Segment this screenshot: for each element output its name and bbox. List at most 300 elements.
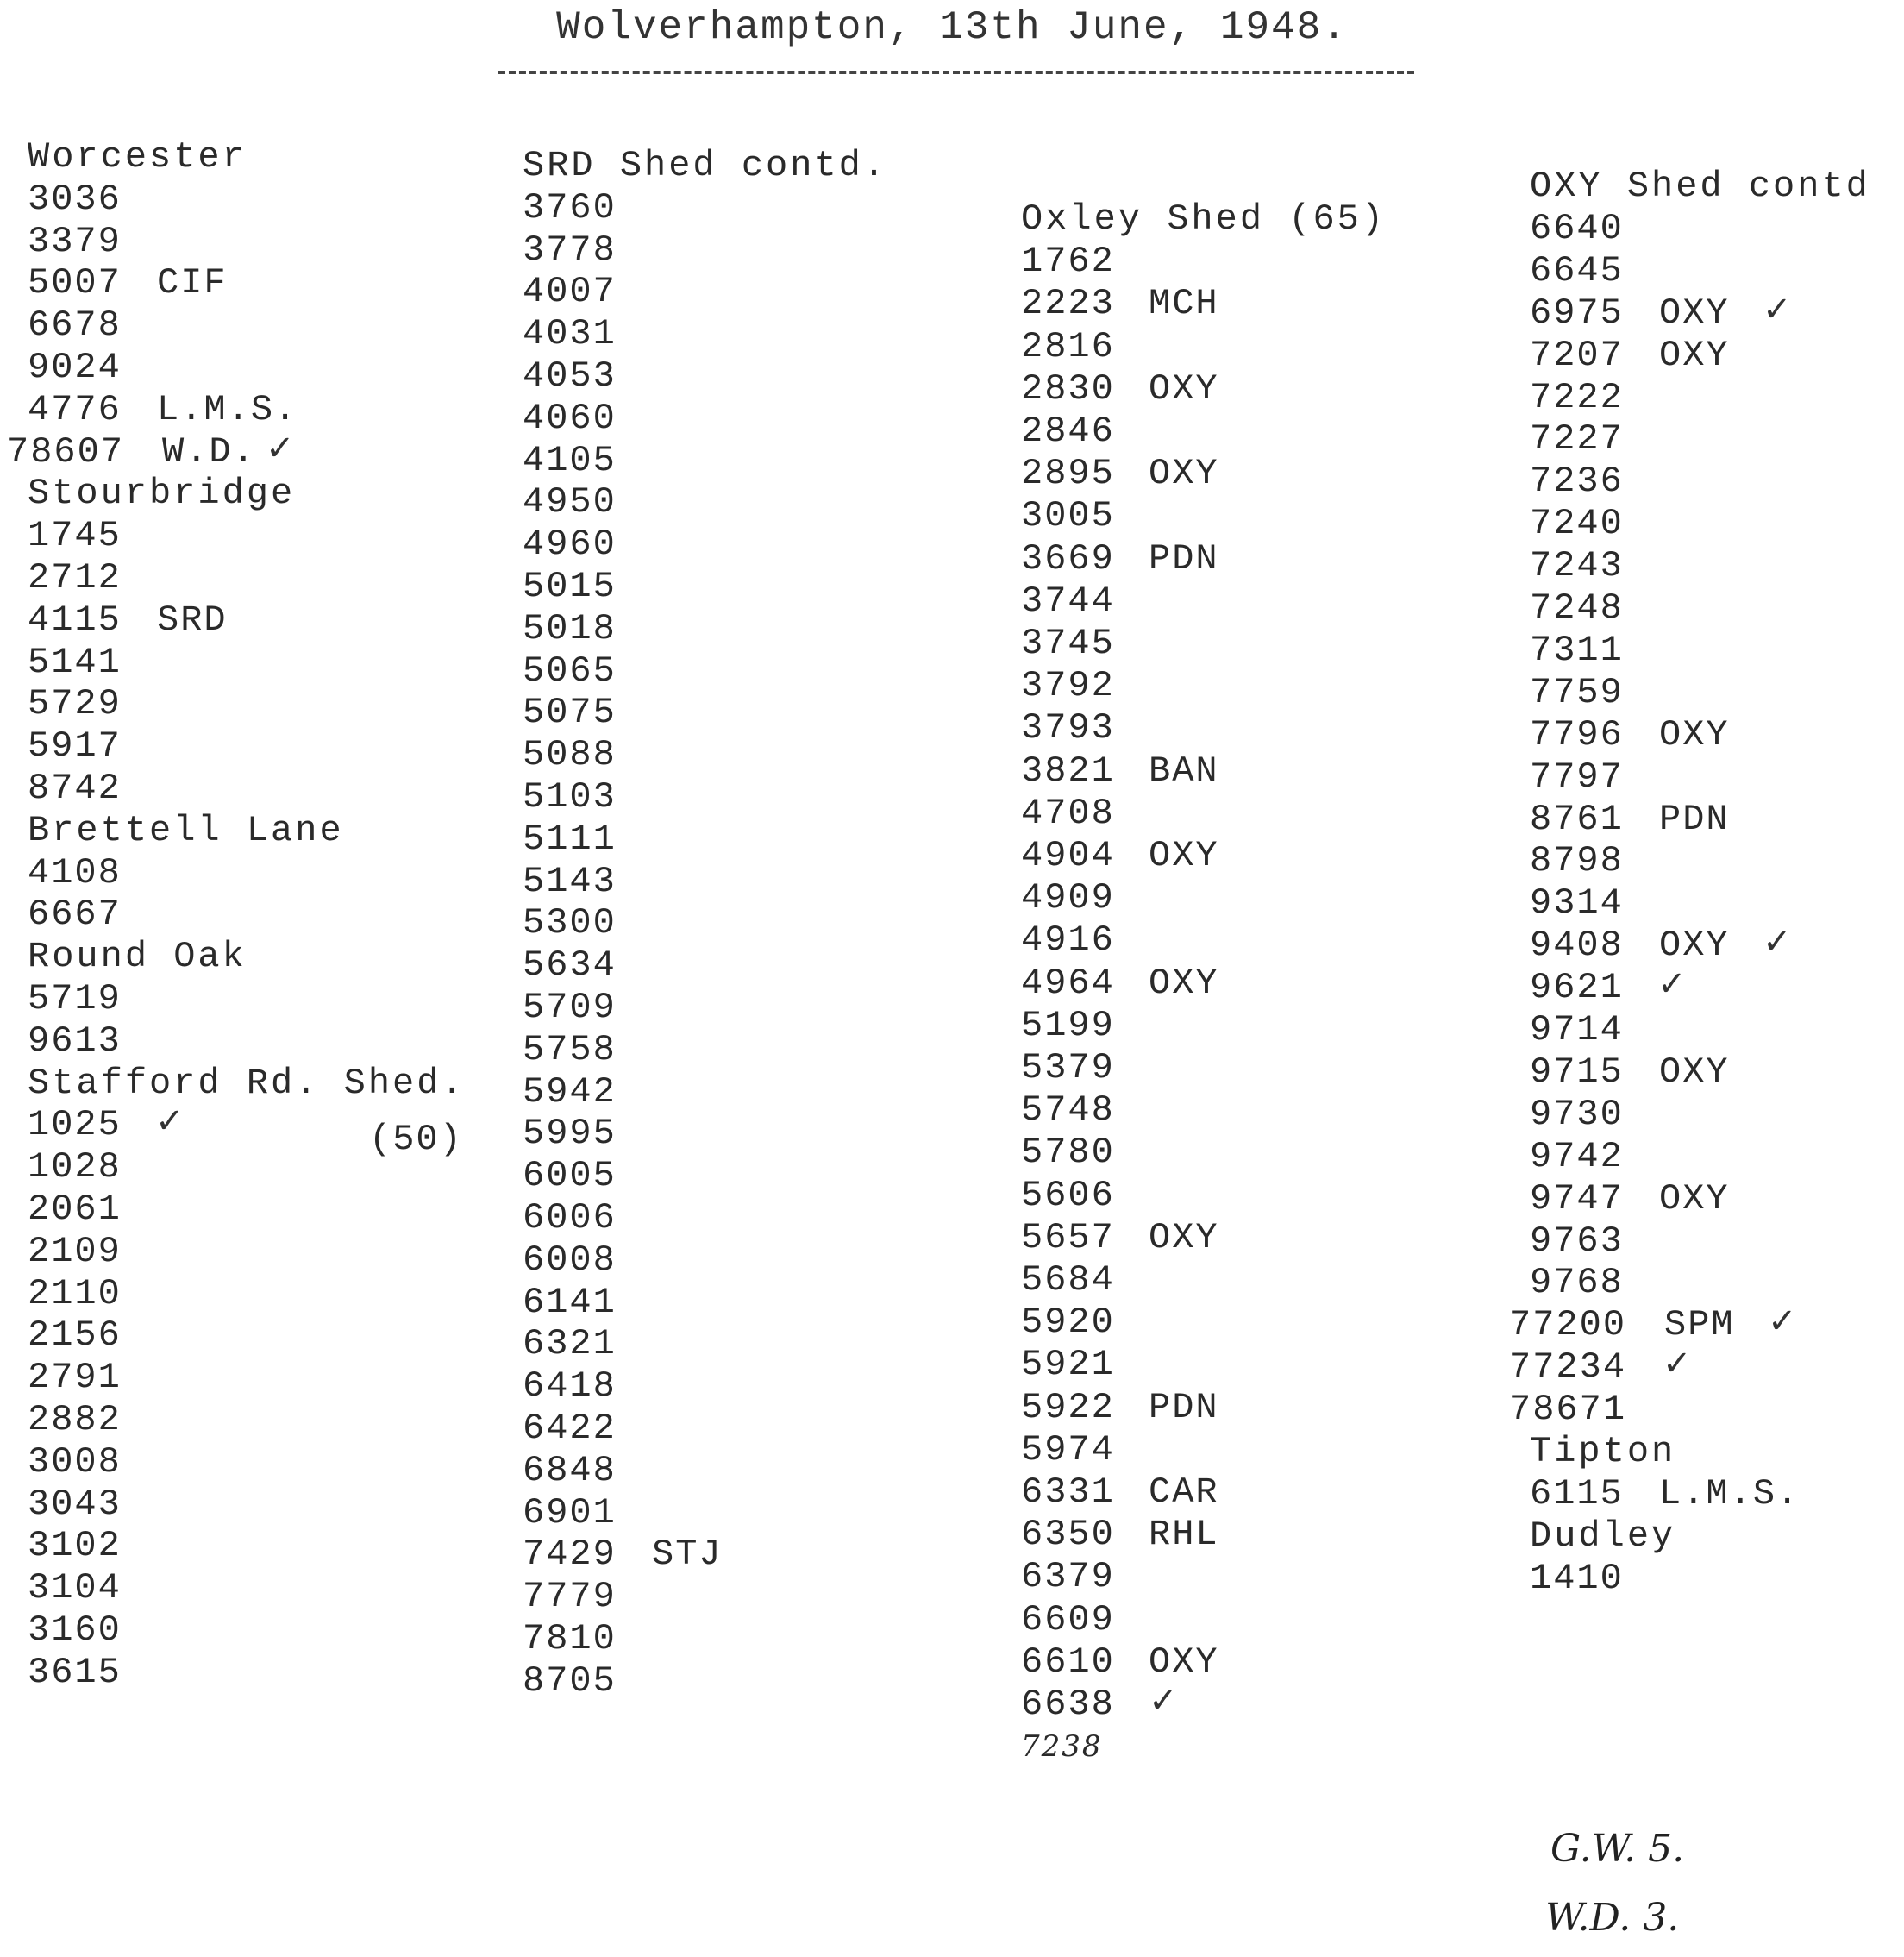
locomotive-number: 5379 xyxy=(1021,1047,1115,1088)
locomotive-entry xyxy=(28,1273,122,1314)
check-mark-icon: ✓ xyxy=(1149,1681,1180,1721)
locomotive-entry xyxy=(1021,326,1115,367)
locomotive-entry xyxy=(28,599,228,641)
locomotive-number: 3160 xyxy=(28,1609,122,1651)
locomotive-number: 5917 xyxy=(28,725,122,767)
locomotive-entry xyxy=(1021,1599,1115,1640)
locomotive-entry xyxy=(1021,1132,1115,1173)
locomotive-entry xyxy=(28,304,122,346)
locomotive-entry xyxy=(1530,1136,1624,1177)
locomotive-entry xyxy=(1530,250,1624,292)
shed-code: W.D. xyxy=(162,431,256,473)
locomotive-number: 5748 xyxy=(1021,1089,1115,1131)
locomotive-entry xyxy=(1530,840,1624,881)
locomotive-entry xyxy=(523,398,617,439)
locomotive-entry xyxy=(523,987,617,1028)
locomotive-number: 7240 xyxy=(1530,503,1624,544)
locomotive-entry xyxy=(523,229,617,271)
locomotive-entry xyxy=(523,734,617,775)
locomotive-entry xyxy=(1509,1389,1626,1430)
locomotive-number: 6975 xyxy=(1530,292,1624,334)
locomotive-entry xyxy=(523,650,617,692)
section-heading: Stourbridge xyxy=(28,473,296,514)
locomotive-entry xyxy=(1530,377,1624,418)
locomotive-number: 9763 xyxy=(1530,1220,1624,1262)
locomotive-entry xyxy=(1021,580,1115,622)
locomotive-number: 3043 xyxy=(28,1483,122,1525)
locomotive-entry xyxy=(523,440,617,481)
locomotive-number: 6379 xyxy=(1021,1556,1115,1597)
locomotive-entry xyxy=(1021,453,1219,494)
locomotive-number: 5606 xyxy=(1021,1175,1115,1216)
locomotive-number: 5684 xyxy=(1021,1259,1115,1301)
section-heading: Worcester xyxy=(28,136,247,178)
locomotive-entry xyxy=(1530,756,1624,798)
locomotive-number: 6848 xyxy=(523,1450,617,1491)
locomotive-entry xyxy=(1021,538,1219,580)
locomotive-entry xyxy=(1530,545,1624,586)
section-heading: Tipton xyxy=(1530,1431,1676,1472)
locomotive-number: 8705 xyxy=(523,1660,617,1702)
locomotive-entry xyxy=(28,221,122,262)
locomotive-entry xyxy=(28,515,122,556)
locomotive-entry xyxy=(28,1146,122,1188)
locomotive-number: 4053 xyxy=(523,355,617,397)
locomotive-entry xyxy=(1021,963,1219,1004)
locomotive-number: 6321 xyxy=(523,1323,617,1364)
stafford-shed-count: (50) xyxy=(369,1119,463,1160)
locomotive-number: 1028 xyxy=(28,1146,122,1188)
locomotive-number: 3036 xyxy=(28,179,122,220)
locomotive-number: 5018 xyxy=(523,608,617,649)
locomotive-entry xyxy=(523,1492,617,1534)
check-mark-icon: ✓ xyxy=(266,429,297,468)
locomotive-entry xyxy=(28,1483,122,1525)
locomotive-number: 5921 xyxy=(1021,1344,1115,1385)
check-mark-icon: ✓ xyxy=(1763,290,1794,329)
locomotive-number: 4031 xyxy=(523,313,617,354)
shed-code: SRD xyxy=(157,599,228,641)
section-heading: Stafford Rd. Shed. xyxy=(28,1063,466,1104)
locomotive-number: 3379 xyxy=(28,221,122,262)
locomotive-entry xyxy=(523,271,617,312)
locomotive-entry xyxy=(28,1567,122,1609)
locomotive-number: 3669 xyxy=(1021,538,1115,580)
locomotive-number: 6005 xyxy=(523,1155,617,1196)
locomotive-entry xyxy=(523,1534,723,1575)
locomotive-entry xyxy=(523,1660,617,1702)
locomotive-entry xyxy=(28,1314,122,1356)
locomotive-number: 1762 xyxy=(1021,241,1115,282)
locomotive-number: 3102 xyxy=(28,1525,122,1566)
locomotive-entry xyxy=(1530,1178,1730,1220)
locomotive-number: 3744 xyxy=(1021,580,1115,622)
locomotive-number: 3008 xyxy=(28,1441,122,1483)
locomotive-number: 6678 xyxy=(28,304,122,346)
locomotive-number: 5758 xyxy=(523,1029,617,1070)
locomotive-number: 5922 xyxy=(1021,1387,1115,1428)
locomotive-entry xyxy=(1021,919,1115,961)
locomotive-number: 9613 xyxy=(28,1020,122,1062)
shed-code: OXY xyxy=(1659,292,1730,334)
locomotive-number: 5065 xyxy=(523,650,617,692)
locomotive-number: 2712 xyxy=(28,557,122,599)
check-mark-icon: ✓ xyxy=(1657,964,1688,1004)
locomotive-number: 7227 xyxy=(1530,418,1624,460)
locomotive-number: 4909 xyxy=(1021,877,1115,919)
locomotive-number: 2791 xyxy=(28,1357,122,1398)
locomotive-entry xyxy=(1530,1473,1801,1515)
locomotive-number: 3615 xyxy=(28,1652,122,1693)
locomotive-entry xyxy=(523,313,617,354)
locomotive-entry xyxy=(523,1113,617,1154)
locomotive-number: 3778 xyxy=(523,229,617,271)
locomotive-entry xyxy=(523,944,617,986)
shed-code: OXY xyxy=(1149,453,1219,494)
locomotive-entry xyxy=(523,524,617,565)
locomotive-number: 6640 xyxy=(1530,208,1624,249)
shed-code: SPM xyxy=(1664,1304,1735,1345)
locomotive-entry xyxy=(523,1239,617,1281)
locomotive-entry xyxy=(1021,835,1219,876)
locomotive-number: 4108 xyxy=(28,852,122,894)
locomotive-number: 5920 xyxy=(1021,1302,1115,1343)
locomotive-entry xyxy=(1530,882,1624,924)
locomotive-number: 5634 xyxy=(523,944,617,986)
locomotive-entry xyxy=(523,902,617,944)
shed-code: RHL xyxy=(1149,1514,1219,1555)
locomotive-entry xyxy=(1021,1175,1115,1216)
locomotive-entry xyxy=(1021,1556,1115,1597)
handwritten-total-wd: W.D. 3. xyxy=(1545,1896,1680,1940)
locomotive-number: 5088 xyxy=(523,734,617,775)
title-underline xyxy=(498,71,1414,74)
locomotive-entry xyxy=(1021,368,1219,410)
locomotive-number: 77200 xyxy=(1509,1304,1627,1345)
locomotive-number: 5075 xyxy=(523,692,617,733)
shed-code: L.M.S. xyxy=(1659,1473,1801,1515)
locomotive-entry xyxy=(523,481,617,523)
locomotive-number: 2882 xyxy=(28,1399,122,1440)
locomotive-entry xyxy=(1021,283,1219,324)
locomotive-entry xyxy=(1021,1681,1180,1725)
locomotive-entry xyxy=(28,262,228,304)
locomotive-entry xyxy=(28,1357,122,1398)
locomotive-number: 6901 xyxy=(523,1492,617,1534)
locomotive-entry xyxy=(1021,1259,1115,1301)
locomotive-number: 5995 xyxy=(523,1113,617,1154)
locomotive-number: 6141 xyxy=(523,1282,617,1323)
locomotive-number: 6008 xyxy=(523,1239,617,1281)
locomotive-entry xyxy=(1021,665,1115,706)
check-mark-icon: ✓ xyxy=(1768,1302,1799,1341)
locomotive-entry xyxy=(1021,707,1115,749)
shed-code: CAR xyxy=(1149,1471,1219,1513)
locomotive-entry xyxy=(1021,1089,1115,1131)
locomotive-entry xyxy=(523,861,617,902)
locomotive-entry xyxy=(1021,793,1115,834)
locomotive-entry xyxy=(523,1450,617,1491)
locomotive-number: 4904 xyxy=(1021,835,1115,876)
check-mark-icon: ✓ xyxy=(1763,922,1794,962)
locomotive-entry xyxy=(28,347,122,388)
locomotive-entry xyxy=(1021,877,1115,919)
section-heading: Dudley xyxy=(1530,1515,1676,1557)
locomotive-number: 5974 xyxy=(1021,1429,1115,1471)
locomotive-entry xyxy=(523,1365,617,1407)
locomotive-number: 6331 xyxy=(1021,1471,1115,1513)
locomotive-number: 4960 xyxy=(523,524,617,565)
locomotive-entry xyxy=(1530,1262,1624,1303)
locomotive-entry xyxy=(28,179,122,220)
locomotive-entry xyxy=(1530,208,1624,249)
locomotive-number: 5657 xyxy=(1021,1217,1115,1258)
locomotive-entry xyxy=(28,1231,122,1272)
locomotive-number: 4776 xyxy=(28,389,122,430)
locomotive-number: 2816 xyxy=(1021,326,1115,367)
locomotive-number: 3760 xyxy=(523,187,617,229)
locomotive-number: 9714 xyxy=(1530,1009,1624,1051)
locomotive-number: 7810 xyxy=(523,1618,617,1659)
locomotive-entry xyxy=(1530,335,1730,376)
locomotive-number: 4060 xyxy=(523,398,617,439)
shed-code: STJ xyxy=(652,1534,723,1575)
locomotive-number: 5942 xyxy=(523,1071,617,1113)
locomotive-number: 8761 xyxy=(1530,799,1624,840)
locomotive-number: 4916 xyxy=(1021,919,1115,961)
locomotive-number: 7238 xyxy=(1021,1729,1103,1764)
locomotive-entry xyxy=(523,1197,617,1239)
shed-code: OXY xyxy=(1149,1217,1219,1258)
locomotive-number: 7797 xyxy=(1530,756,1624,798)
locomotive-number: 9314 xyxy=(1530,882,1624,924)
locomotive-number: 1410 xyxy=(1530,1558,1624,1599)
locomotive-number: 1745 xyxy=(28,515,122,556)
locomotive-entry xyxy=(1021,1217,1219,1258)
locomotive-number: 9742 xyxy=(1530,1136,1624,1177)
section-heading: Brettell Lane xyxy=(28,810,344,851)
locomotive-entry xyxy=(1021,1047,1115,1088)
locomotive-entry xyxy=(1021,1429,1115,1471)
locomotive-number: 78671 xyxy=(1509,1389,1627,1430)
locomotive-entry xyxy=(28,683,122,724)
section-heading: Oxley Shed (65) xyxy=(1021,198,1387,240)
locomotive-entry xyxy=(523,608,617,649)
locomotive-number: 6645 xyxy=(1530,250,1624,292)
section-heading: OXY Shed contd xyxy=(1530,166,1870,207)
locomotive-number: 7796 xyxy=(1530,714,1624,756)
shed-code: BAN xyxy=(1149,750,1219,792)
locomotive-number: 5719 xyxy=(28,978,122,1019)
locomotive-entry xyxy=(1021,1344,1115,1385)
locomotive-entry xyxy=(28,1525,122,1566)
page-title: Wolverhampton, 13th June, 1948. xyxy=(556,5,1348,50)
locomotive-number: 6609 xyxy=(1021,1599,1115,1640)
shed-code: OXY xyxy=(1149,368,1219,410)
locomotive-entry xyxy=(1530,964,1688,1008)
locomotive-number: 2830 xyxy=(1021,368,1115,410)
locomotive-entry xyxy=(523,1155,617,1196)
locomotive-entry xyxy=(28,1189,122,1230)
shed-code: PDN xyxy=(1659,799,1730,840)
locomotive-entry xyxy=(28,1441,122,1483)
locomotive-number: 6418 xyxy=(523,1365,617,1407)
shed-code: OXY xyxy=(1149,963,1219,1004)
locomotive-entry xyxy=(523,1618,617,1659)
locomotive-entry xyxy=(7,429,297,473)
locomotive-number: 9730 xyxy=(1530,1094,1624,1135)
locomotive-entry xyxy=(523,1576,617,1617)
locomotive-entry xyxy=(1509,1302,1799,1345)
locomotive-entry xyxy=(523,1071,617,1113)
shed-code: OXY xyxy=(1659,1051,1730,1093)
locomotive-entry xyxy=(1021,411,1115,452)
locomotive-entry xyxy=(1021,1005,1115,1046)
locomotive-entry xyxy=(1509,1344,1694,1388)
locomotive-number: 8742 xyxy=(28,768,122,809)
locomotive-number: 7311 xyxy=(1530,630,1624,671)
locomotive-number: 7248 xyxy=(1530,587,1624,629)
locomotive-number: 2223 xyxy=(1021,283,1115,324)
locomotive-entry xyxy=(1021,623,1115,664)
locomotive-entry xyxy=(523,776,617,818)
locomotive-number: 2110 xyxy=(28,1273,122,1314)
shed-code: OXY xyxy=(1659,925,1730,966)
locomotive-entry xyxy=(523,1323,617,1364)
locomotive-entry xyxy=(1530,1009,1624,1051)
locomotive-entry xyxy=(28,1101,186,1145)
locomotive-number: 7429 xyxy=(523,1534,617,1575)
locomotive-entry xyxy=(1530,672,1624,713)
locomotive-entry xyxy=(1530,587,1624,629)
locomotive-entry xyxy=(1530,922,1794,966)
locomotive-number: 5300 xyxy=(523,902,617,944)
locomotive-entry xyxy=(28,1609,122,1651)
locomotive-entry xyxy=(1021,1514,1219,1555)
locomotive-entry xyxy=(1530,1094,1624,1135)
locomotive-entry xyxy=(523,819,617,860)
shed-code: PDN xyxy=(1149,1387,1219,1428)
locomotive-entry xyxy=(28,725,122,767)
shed-code: OXY xyxy=(1659,714,1730,756)
locomotive-entry xyxy=(1530,799,1730,840)
locomotive-number: 9715 xyxy=(1530,1051,1624,1093)
section-heading: Round Oak xyxy=(28,936,247,977)
locomotive-number: 77234 xyxy=(1509,1346,1627,1388)
locomotive-number: 5199 xyxy=(1021,1005,1115,1046)
locomotive-entry xyxy=(1530,461,1624,502)
locomotive-number: 6422 xyxy=(523,1408,617,1449)
locomotive-entry xyxy=(28,1020,122,1062)
locomotive-entry xyxy=(28,1399,122,1440)
locomotive-number: 5729 xyxy=(28,683,122,724)
locomotive-number: 78607 xyxy=(7,431,125,473)
locomotive-entry xyxy=(28,389,298,430)
locomotive-entry xyxy=(1021,495,1115,536)
locomotive-entry xyxy=(1021,750,1219,792)
locomotive-number: 6638 xyxy=(1021,1684,1115,1725)
locomotive-number: 3821 xyxy=(1021,750,1115,792)
locomotive-entry xyxy=(523,566,617,607)
shed-code: CIF xyxy=(157,262,228,304)
locomotive-number: 5015 xyxy=(523,566,617,607)
locomotive-number: 7243 xyxy=(1530,545,1624,586)
locomotive-number: 6006 xyxy=(523,1197,617,1239)
locomotive-number: 7207 xyxy=(1530,335,1624,376)
locomotive-entry xyxy=(28,894,122,935)
locomotive-number: 7222 xyxy=(1530,377,1624,418)
locomotive-number: 5103 xyxy=(523,776,617,818)
shed-code: OXY xyxy=(1659,1178,1730,1220)
locomotive-entry xyxy=(1021,1302,1115,1343)
locomotive-entry xyxy=(523,1282,617,1323)
locomotive-number: 4964 xyxy=(1021,963,1115,1004)
locomotive-number: 9621 xyxy=(1530,967,1624,1008)
locomotive-entry xyxy=(28,978,122,1019)
locomotive-number: 6610 xyxy=(1021,1641,1115,1683)
section-heading: SRD Shed contd. xyxy=(523,145,888,186)
locomotive-entry xyxy=(28,852,122,894)
locomotive-number: 9024 xyxy=(28,347,122,388)
locomotive-number: 5780 xyxy=(1021,1132,1115,1173)
shed-code: OXY xyxy=(1149,1641,1219,1683)
locomotive-entry xyxy=(523,1408,617,1449)
locomotive-number: 5111 xyxy=(523,819,617,860)
locomotive-number: 2846 xyxy=(1021,411,1115,452)
locomotive-number: 3745 xyxy=(1021,623,1115,664)
locomotive-entry xyxy=(28,1652,122,1693)
locomotive-number: 9747 xyxy=(1530,1178,1624,1220)
shed-code: L.M.S. xyxy=(157,389,298,430)
locomotive-number: 5143 xyxy=(523,861,617,902)
locomotive-entry xyxy=(1530,1558,1624,1599)
check-mark-icon: ✓ xyxy=(155,1101,186,1141)
locomotive-entry xyxy=(1530,1220,1624,1262)
locomotive-entry xyxy=(1530,290,1794,334)
locomotive-number: 5709 xyxy=(523,987,617,1028)
locomotive-number: 3792 xyxy=(1021,665,1115,706)
locomotive-entry xyxy=(1530,1051,1730,1093)
locomotive-number: 9768 xyxy=(1530,1262,1624,1303)
locomotive-entry xyxy=(1530,418,1624,460)
locomotive-number: 5007 xyxy=(28,262,122,304)
locomotive-number: 4708 xyxy=(1021,793,1115,834)
locomotive-entry xyxy=(28,557,122,599)
locomotive-number: 9408 xyxy=(1530,925,1624,966)
locomotive-entry xyxy=(1021,241,1115,282)
locomotive-entry xyxy=(1530,503,1624,544)
locomotive-number: 2895 xyxy=(1021,453,1115,494)
locomotive-entry xyxy=(1530,714,1730,756)
locomotive-entry xyxy=(28,642,122,683)
locomotive-number: 7236 xyxy=(1530,461,1624,502)
locomotive-entry xyxy=(1021,1641,1219,1683)
locomotive-number: 8798 xyxy=(1530,840,1624,881)
check-mark-icon: ✓ xyxy=(1663,1344,1694,1383)
shed-code: OXY xyxy=(1659,335,1730,376)
locomotive-number: 6115 xyxy=(1530,1473,1624,1515)
locomotive-entry xyxy=(28,768,122,809)
locomotive-number: 3104 xyxy=(28,1567,122,1609)
locomotive-number: 7779 xyxy=(523,1576,617,1617)
locomotive-entry xyxy=(523,187,617,229)
locomotive-number: 4115 xyxy=(28,599,122,641)
locomotive-number: 4007 xyxy=(523,271,617,312)
locomotive-number: 5141 xyxy=(28,642,122,683)
locomotive-entry xyxy=(1021,1471,1219,1513)
locomotive-number: 3793 xyxy=(1021,707,1115,749)
locomotive-entry xyxy=(1530,630,1624,671)
